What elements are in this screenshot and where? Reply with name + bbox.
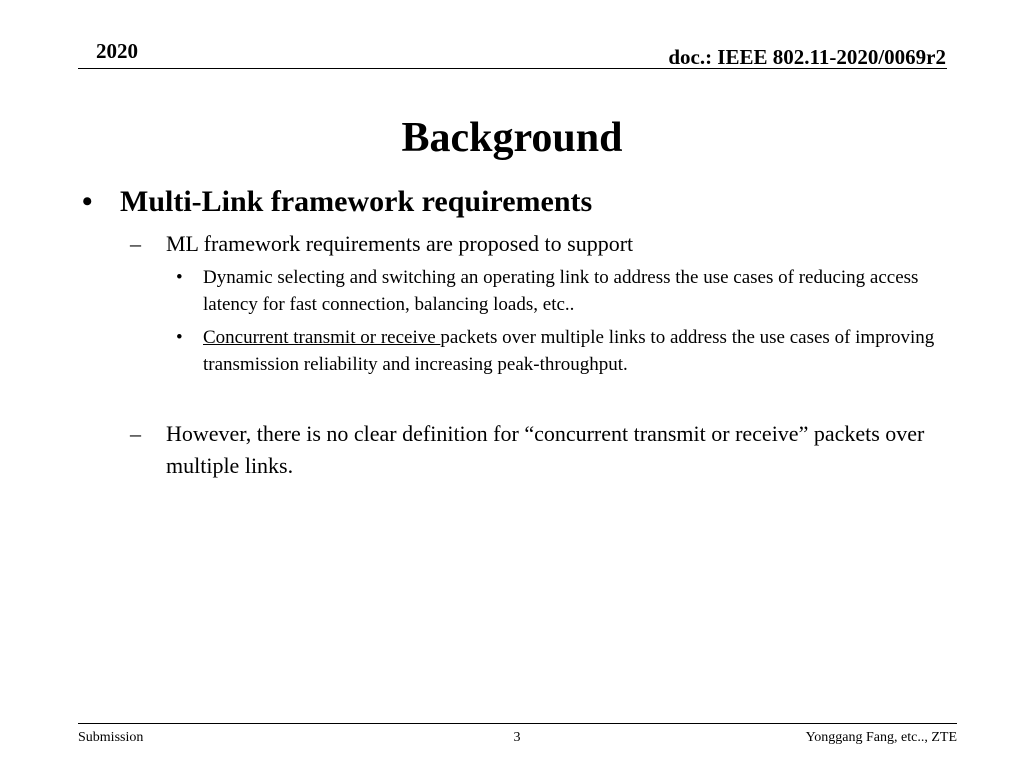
footer-divider — [78, 723, 957, 724]
header-divider — [78, 68, 947, 69]
bullet-text: Dynamic selecting and switching an operating link to address the use cases of reducing access latency for fast connection, balancing loads, etc.. — [203, 267, 919, 315]
footer-author: Yonggang Fang, etc.., ZTE — [805, 730, 957, 745]
bullet-text: ML framework requirements are proposed to support — [166, 231, 634, 256]
header-date: 2020 — [96, 39, 138, 63]
slide-title: Background — [401, 115, 623, 161]
header-doc-id: doc.: IEEE 802.11-2020/0069r2 — [668, 45, 946, 69]
bullet-marker: • — [176, 327, 183, 348]
bullet-text: Multi-Link framework requirements — [120, 185, 593, 218]
bullet-text: packets over multiple links to address the use cases of improving transmission reliability and increasing peak-throughput. — [203, 327, 935, 375]
footer-page-number: 3 — [513, 730, 521, 745]
dash-marker: – — [130, 421, 141, 446]
footer-submission: Submission — [78, 730, 144, 745]
bullet-text: However, there is no clear definition for “concurrent transmit or receive” packets over multiple links. — [166, 421, 925, 478]
underlined-phrase: Concurrent transmit or receive — [203, 327, 441, 348]
bullet-marker: • — [82, 185, 93, 218]
bullet-text-group — [203, 324, 963, 378]
bullet-marker: • — [176, 267, 183, 288]
dash-marker: – — [130, 231, 141, 256]
